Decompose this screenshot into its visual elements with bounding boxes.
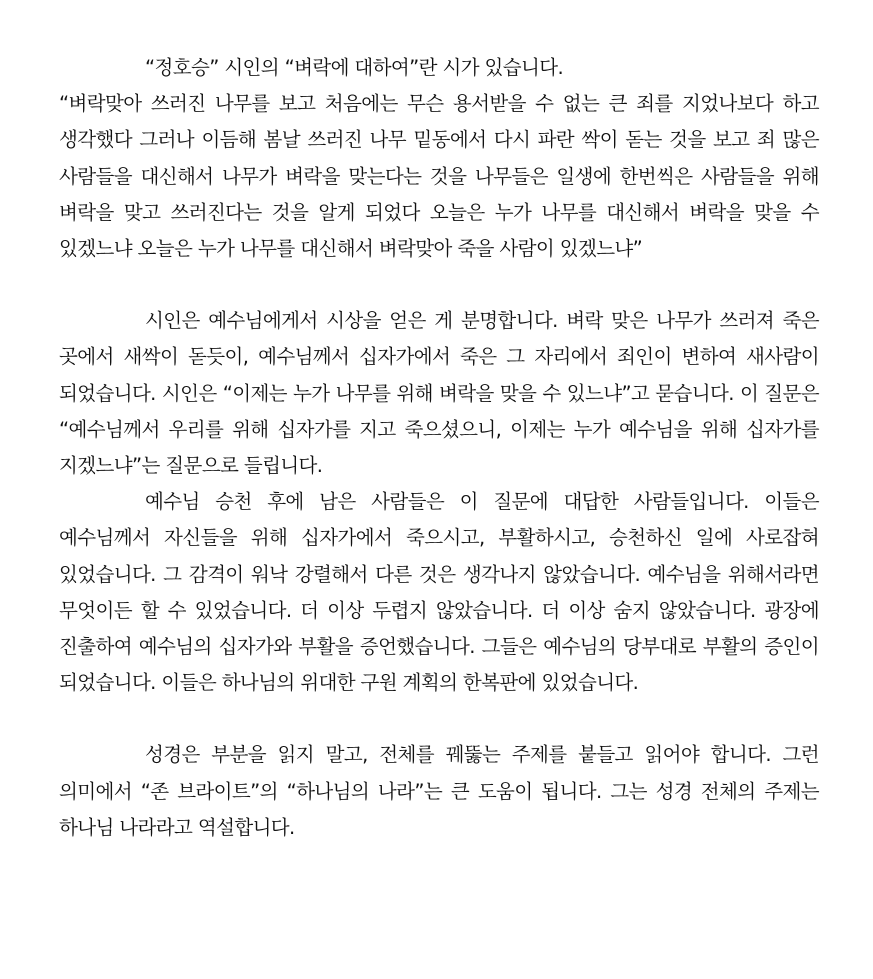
paragraph-poet-interpretation: 시인은 예수님에게서 시상을 얻은 게 분명합니다. 벼락 맞은 나무가 쓰러져 죽은 곳에서 새싹이 돋듯이, 예수님께서 십자가에서 죽은 그 자리에서 죄인이 변하여 새사람이 되었습니다. 시인은 “이제는 누가 나무를 위해 벼락을 맞을 수 있느냐”고 묻습니다. 이 질문은 “예수님께서 우리를 위해 십자가를 지고 죽으셨으니, 이제는 누가 예수님을 위해 십자가를 지겠느냐”는 질문으로 들립니다.: [59, 309, 819, 478]
poem-quote: “벼락맞아 쓰러진 나무를 보고 처음에는 무슨 용서받을 수 없는 큰 죄를 지었나보다 하고 생각했다 그러나 이듬해 봄날 쓰러진 나무 밑동에서 다시 파란 싹이 돋는 것을 보고 죄 많은 사람들을 대신해서 나무가 벼락을 맞는다는 것을 나무들은 일생에 한번씩은 사람들을 위해 벼락을 맞고 쓰러진다는 것을 알게 되었다 오늘은 누가 나무를 대신해서 벼락을 맞을 수 있겠느냐 오늘은 누가 나무를 대신해서 벼락맞아 죽을 사람이 있겠느냐”: [59, 92, 819, 261]
paragraph-witnesses: 예수님 승천 후에 남은 사람들은 이 질문에 대답한 사람들입니다. 이들은 예수님께서 자신들을 위해 십자가에서 죽으시고, 부활하시고, 승천하신 일에 사로잡혀 있었습니다. 그 감격이 워낙 강렬해서 다른 것은 생각나지 않았습니다. 예수님을 위해서라면 무엇이든 할 수 있었습니다. 더 이상 두렵지 않았습니다. 더 이상 숨지 않았습니다. 광장에 진출하여 예수님의 십자가와 부활을 증언했습니다. 그들은 예수님의 당부대로 부활의 증인이 되었습니다. 이들은 하나님의 위대한 구원 계획의 한복판에 있었습니다.: [59, 490, 819, 695]
paragraph-spacer: [59, 701, 819, 737]
paragraph-scripture-theme: 성경은 부분을 읽지 말고, 전체를 꿰뚫는 주제를 붙들고 읽어야 합니다. 그런 의미에서 “존 브라이트”의 “하나님의 나라”는 큰 도움이 됩니다. 그는 성경 전체의 주제는 하나님 나라라고 역설합니다.: [59, 743, 819, 839]
document-page: [59, 50, 819, 846]
paragraph-spacer: [59, 267, 819, 303]
intro-line: “정호승” 시인의 “벼락에 대하여”란 시가 있습니다.: [145, 56, 564, 79]
